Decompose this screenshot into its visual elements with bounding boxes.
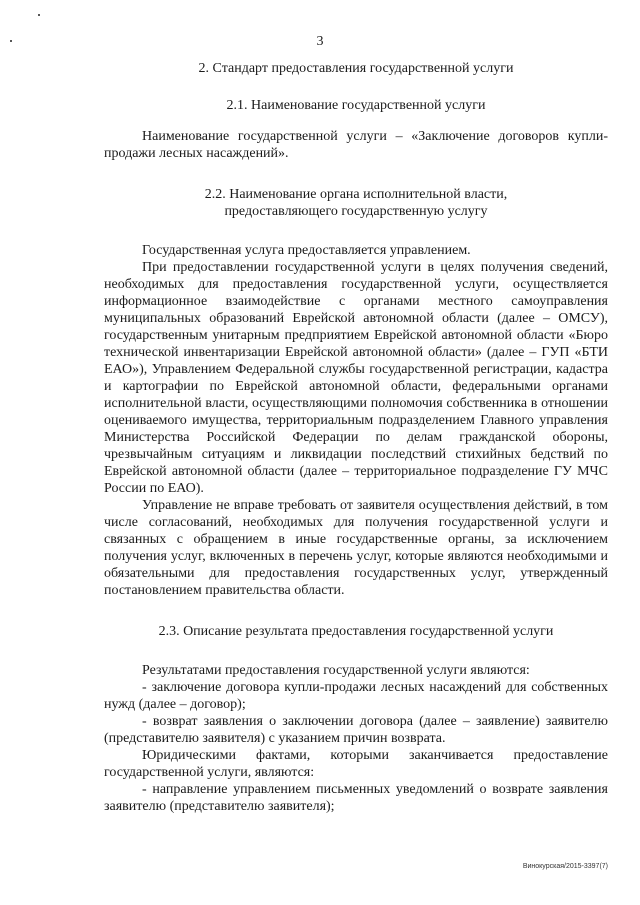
- section-2-3-title: 2.3. Описание результата предоставления государственной услуги: [158, 624, 554, 639]
- document-body: [104, 60, 608, 815]
- section-2-3-paragraph-3: - возврат заявления о заключении договора (далее – заявление) заявителю (представителю заявителя) с указанием причин возврата.: [104, 714, 608, 746]
- section-2-3-paragraph-5: - направление управлением письменных уведомлений о возврате заявления заявителю (представителю заявителя);: [104, 782, 608, 814]
- section-2-2-paragraph-1: Государственная услуга предоставляется управлением.: [142, 243, 471, 258]
- section-2-3-paragraph-2: - заключение договора купли-продажи лесных насаждений для собственных нужд (далее – договор);: [104, 680, 608, 712]
- section-2-2-paragraph-2: При предоставлении государственной услуги в целях получения сведений, необходимых для предоставления государственной услуги, осуществляется информационное взаимодействие с органами местного самоуправления муниципальных образований Еврейской автономной области (далее – ОМСУ), государственным унитарным предприятием Еврейской автономной области «Бюро технической инвентаризации Еврейской автономной области» (далее – ГУП «БТИ ЕАО»), Управлением Федеральной службы государственной регистрации, кадастра и картографии по Еврейской автономной области, федеральными органами исполнительной власти, осуществляющими полномочия собственника в отношении оцениваемого имущества, территориальным подразделением Главного управления Министерства Российской Федерации по делам гражданской обороны, чрезвычайным ситуациям и ликвидации последствий стихийных бедствий по Еврейской автономной области (далее – территориальное подразделение ГУ МЧС России по ЕАО).: [104, 260, 608, 496]
- section-2-1-paragraph: Наименование государственной услуги – «Заключение договоров купли-продажи лесных насаждений».: [104, 129, 608, 161]
- page-number: 3: [316, 34, 324, 49]
- section-2-2-title-line1: 2.2. Наименование органа исполнительной власти,: [204, 187, 508, 202]
- section-2-title: 2. Стандарт предоставления государственной услуги: [198, 61, 514, 76]
- section-2-3-paragraph-1: Результатами предоставления государственной услуги являются:: [142, 663, 530, 678]
- section-2-2-title-line2: предоставляющего государственную услугу: [224, 204, 488, 219]
- scan-speck: [38, 14, 40, 16]
- section-2-3-paragraph-4: Юридическими фактами, которыми заканчивается предоставление государственной услуги, являются:: [104, 748, 608, 780]
- document-code: Винокурская/2015-3397(7): [522, 863, 608, 870]
- section-2-2-paragraph-3: Управление не вправе требовать от заявителя осуществления действий, в том числе согласований, необходимых для получения государственной услуги и связанных с обращением в иные государственные органы, за исключением получения услуг, включенных в перечень услуг, которые являются необходимыми и обязательными для предоставления государственных услуг, утвержденный постановлением правительства области.: [104, 498, 608, 598]
- section-2-1-title: 2.1. Наименование государственной услуги: [226, 98, 486, 113]
